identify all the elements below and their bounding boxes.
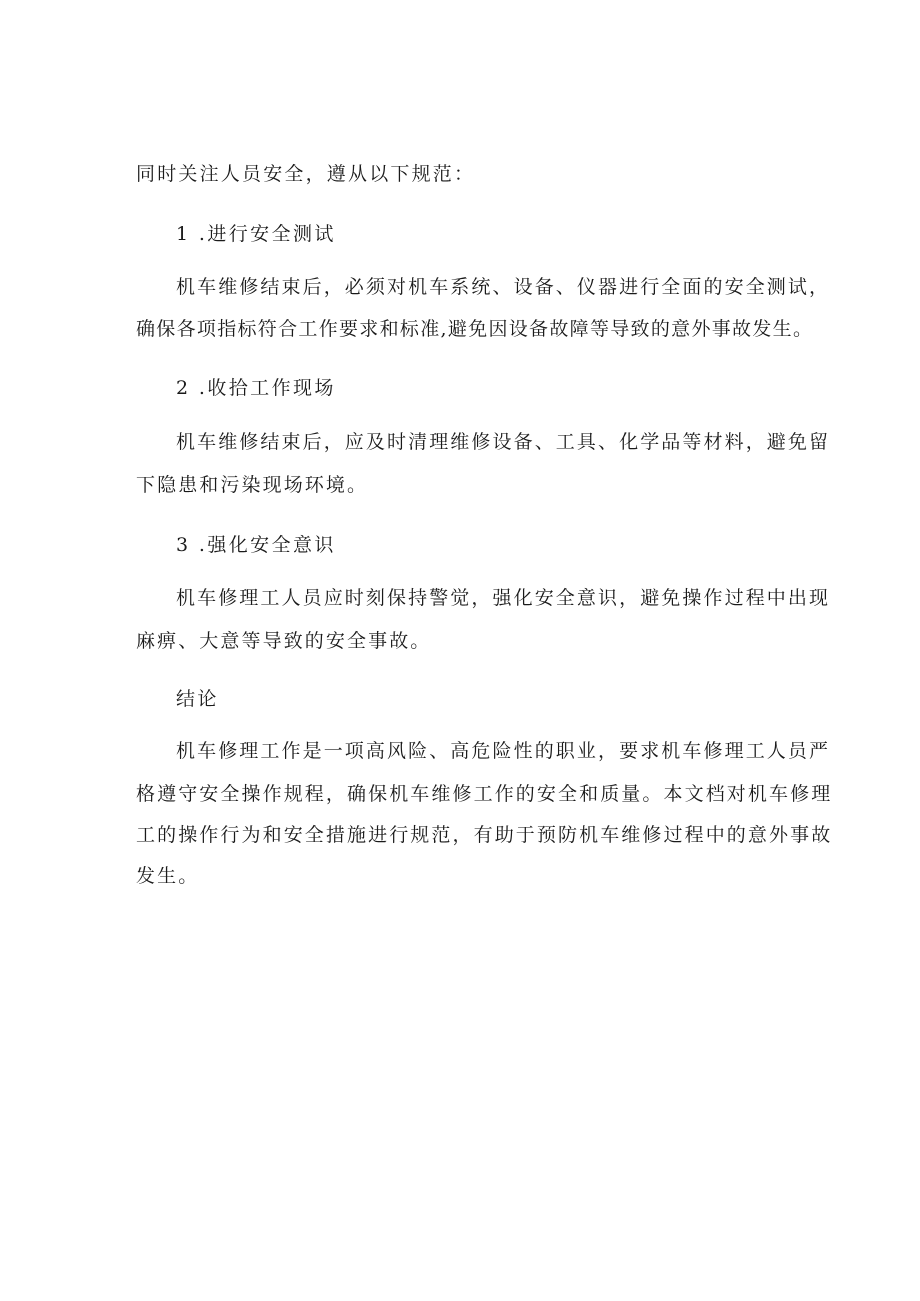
conclusion-line-2: 格遵守安全操作规程，确保机车维修工作的安全和质量。本文档对机车修理 xyxy=(136,783,833,805)
section-3-heading: 3 .强化安全意识 xyxy=(176,534,336,556)
section-1-heading: 1 .进行安全测试 xyxy=(176,223,336,245)
conclusion-line-4: 发生。 xyxy=(136,865,200,887)
section-2-line-2: 下隐患和污染现场环境。 xyxy=(136,474,369,496)
section-1-line-2: 确保各项指标符合工作要求和标准,避免因设备故障等导致的意外事故发生。 xyxy=(136,318,814,340)
intro-text: 同时关注人员安全，遵从以下规范： xyxy=(136,163,476,185)
conclusion-line-1: 机车修理工作是一项高风险、高危险性的职业，要求机车修理工人员严 xyxy=(176,740,831,762)
section-3-line-1: 机车修理工人员应时刻保持警觉，强化安全意识，避免操作过程中出现 xyxy=(176,587,831,609)
conclusion-heading: 结论 xyxy=(176,688,219,710)
section-1-line-1: 机车维修结束后，必须对机车系统、设备、仪器进行全面的安全测试， xyxy=(176,276,831,298)
section-2-line-1: 机车维修结束后，应及时清理维修设备、工具、化学品等材料，避免留 xyxy=(176,431,831,453)
section-2-heading: 2 .收拾工作现场 xyxy=(176,377,336,399)
section-3-line-2: 麻痹、大意等导致的安全事故。 xyxy=(136,630,432,652)
conclusion-line-3: 工的操作行为和安全措施进行规范，有助于预防机车维修过程中的意外事故 xyxy=(136,824,833,846)
